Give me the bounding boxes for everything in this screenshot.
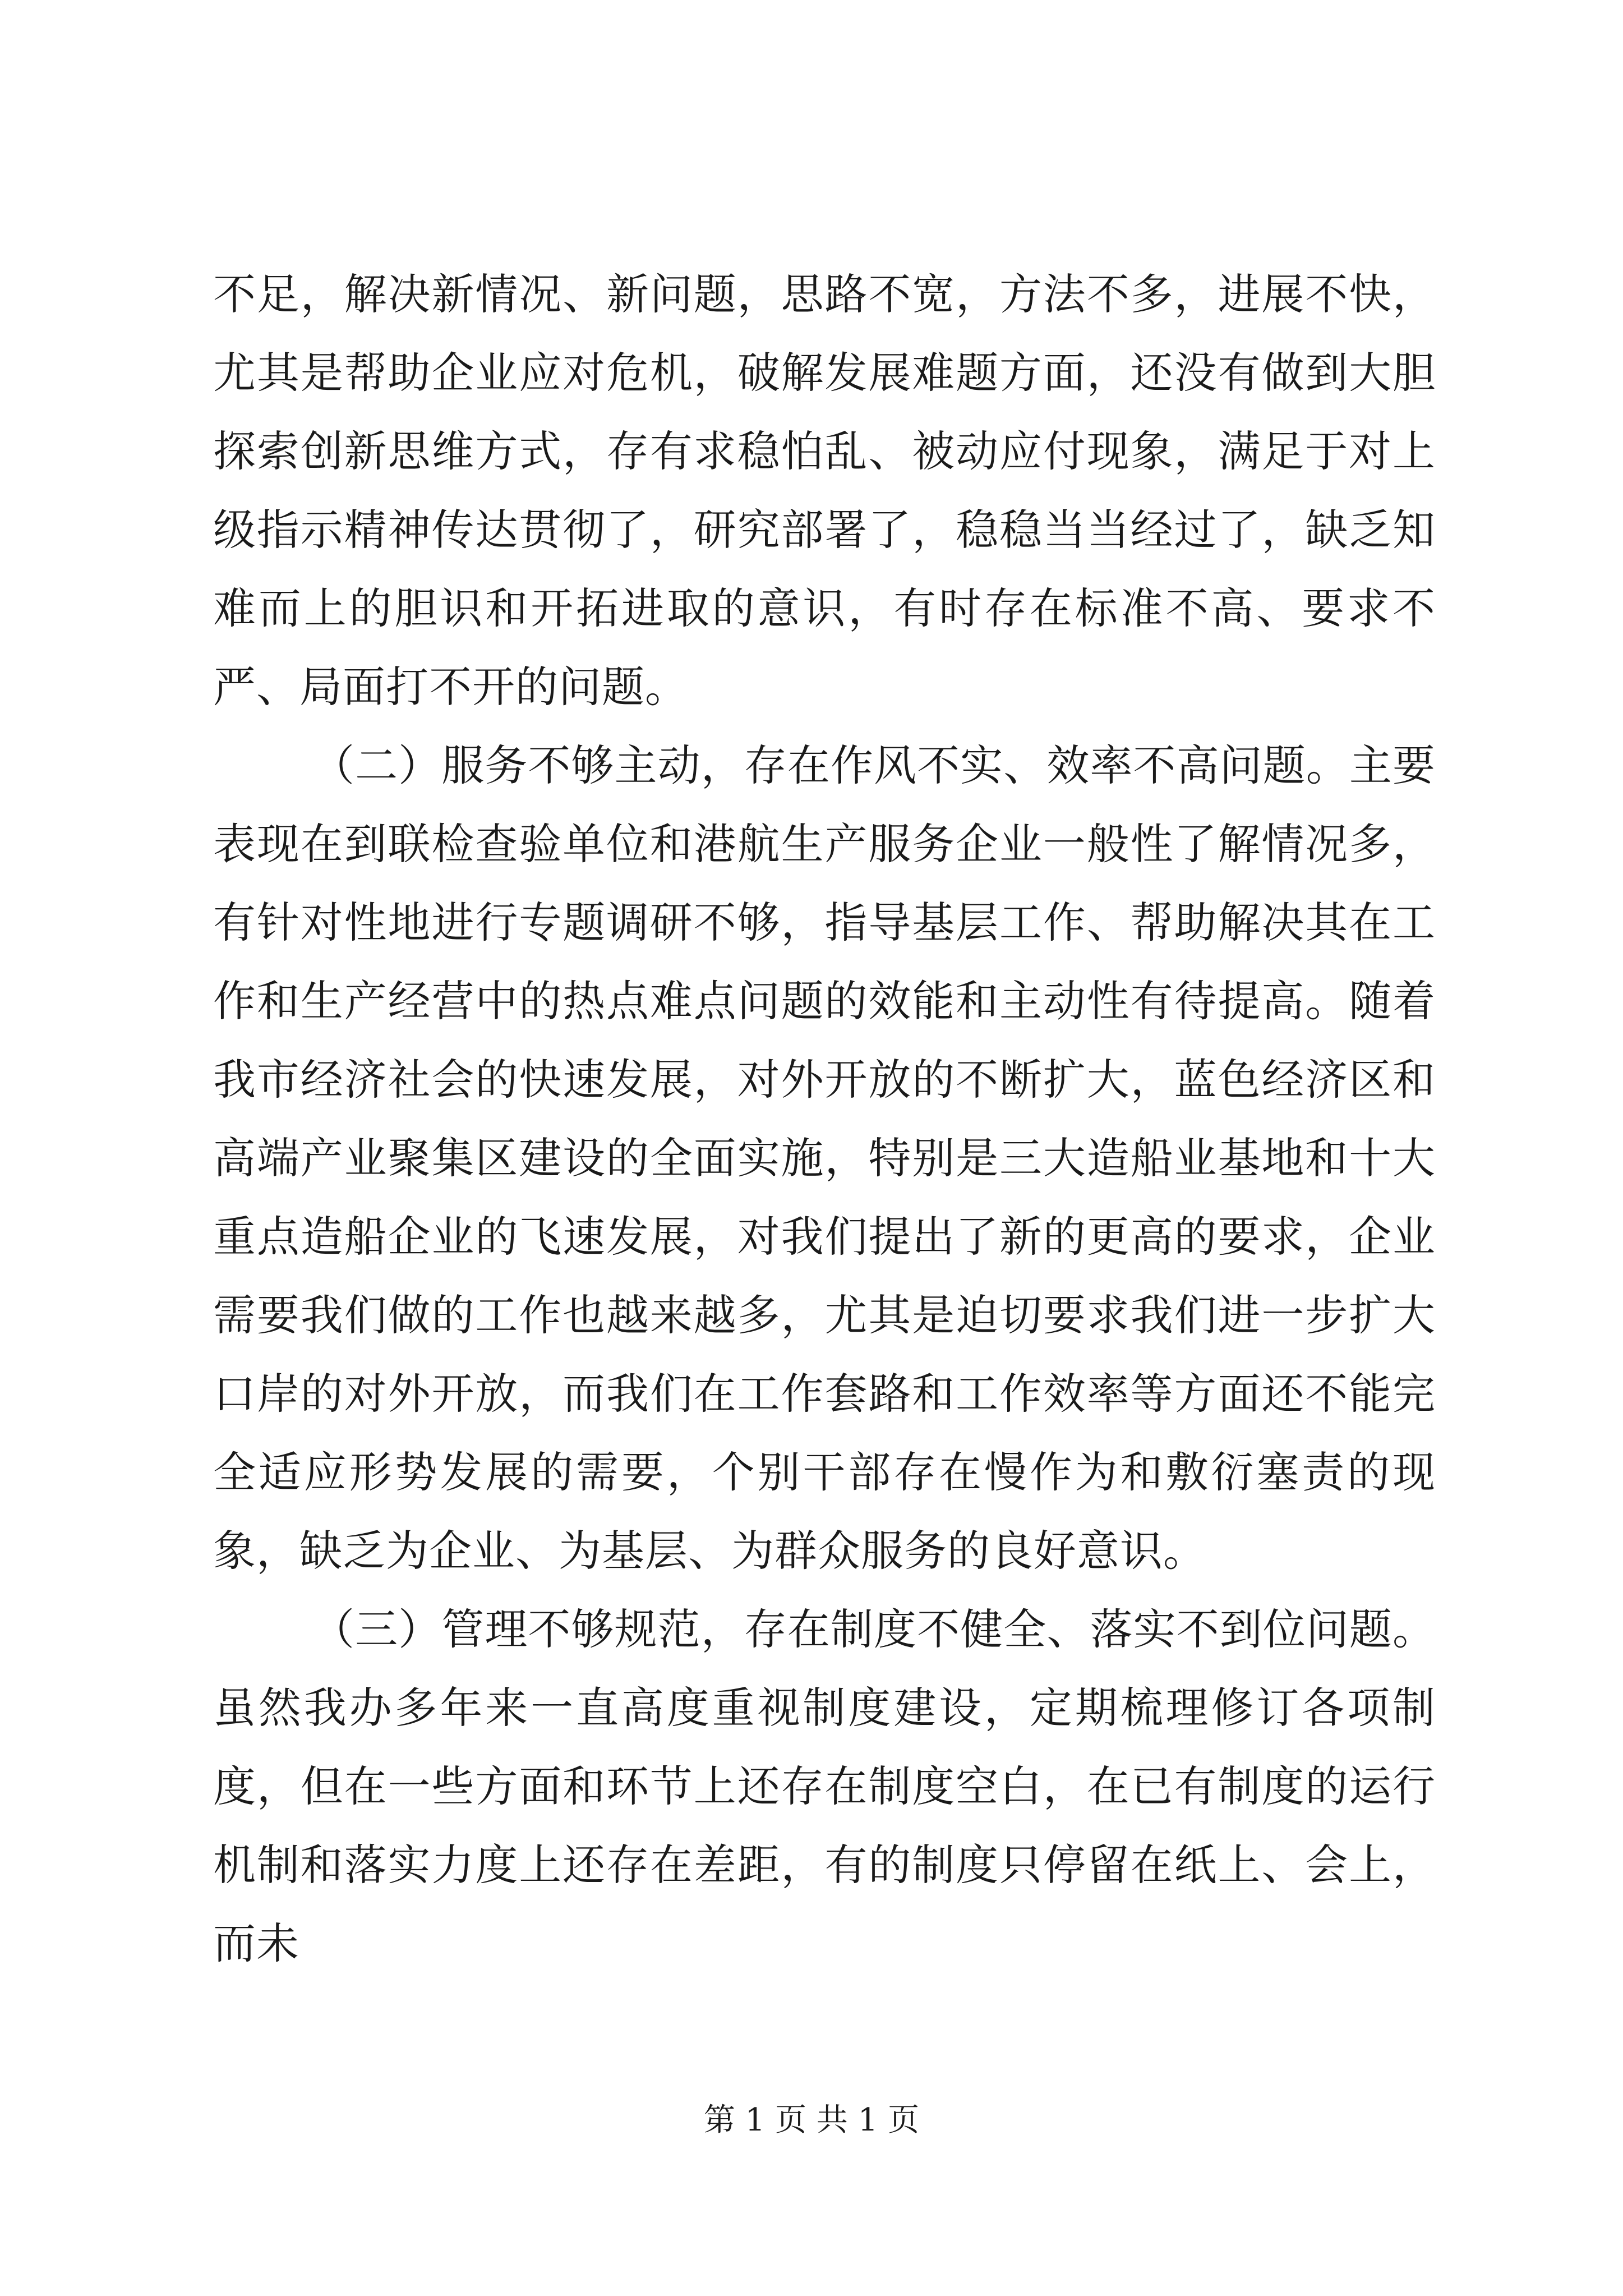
paragraph-section-3: （三）管理不够规范，存在制度不健全、落实不到位问题。虽然我办多年来一直高度重视制度建设，定期梳理修订各项制度，但在一些方面和环节上还存在制度空白，在已有制度的运行机制和落实力度上还存在差距，有的制度只停留在纸上、会上，而未: [213, 1604, 1436, 1968]
paragraph-section-2: （二）服务不够主动，存在作风不实、效率不高问题。主要表现在到联检查验单位和港航生产服务企业一般性了解情况多，有针对性地进行专题调研不够，指导基层工作、帮助解决其在工作和生产经营中的热点难点问题的效能和主动性有待提高。随着我市经济社会的快速发展，对外开放的不断扩大，蓝色经济区和高端产业聚集区建设的全面实施，特别是三大造船业基地和十大重点造船企业的飞速发展，对我们提出了新的更高的要求，企业需要我们做的工作也越来越多，尤其是迫切要求我们进一步扩大口岸的对外开放，而我们在工作套路和工作效率等方面还不能完全适应形势发展的需要，个别干部存在慢作为和敷衍塞责的现象，缺乏为企业、为基层、为群众服务的良好意识。: [213, 740, 1436, 1576]
paragraph-continuation: 不足，解决新情况、新问题，思路不宽，方法不多，进展不快，尤其是帮助企业应对危机，破解发展难题方面，还没有做到大胆探索创新思维方式，存有求稳怕乱、被动应付现象，满足于对上级指示精神传达贯彻了，研究部署了，稳稳当当经过了，缺乏知难而上的胆识和开拓进取的意识，有时存在标准不高、要求不严、局面打不开的问题。: [213, 269, 1436, 712]
page-footer: 第 1 页 共 1 页: [703, 2102, 920, 2138]
body-text: [213, 255, 1436, 1983]
